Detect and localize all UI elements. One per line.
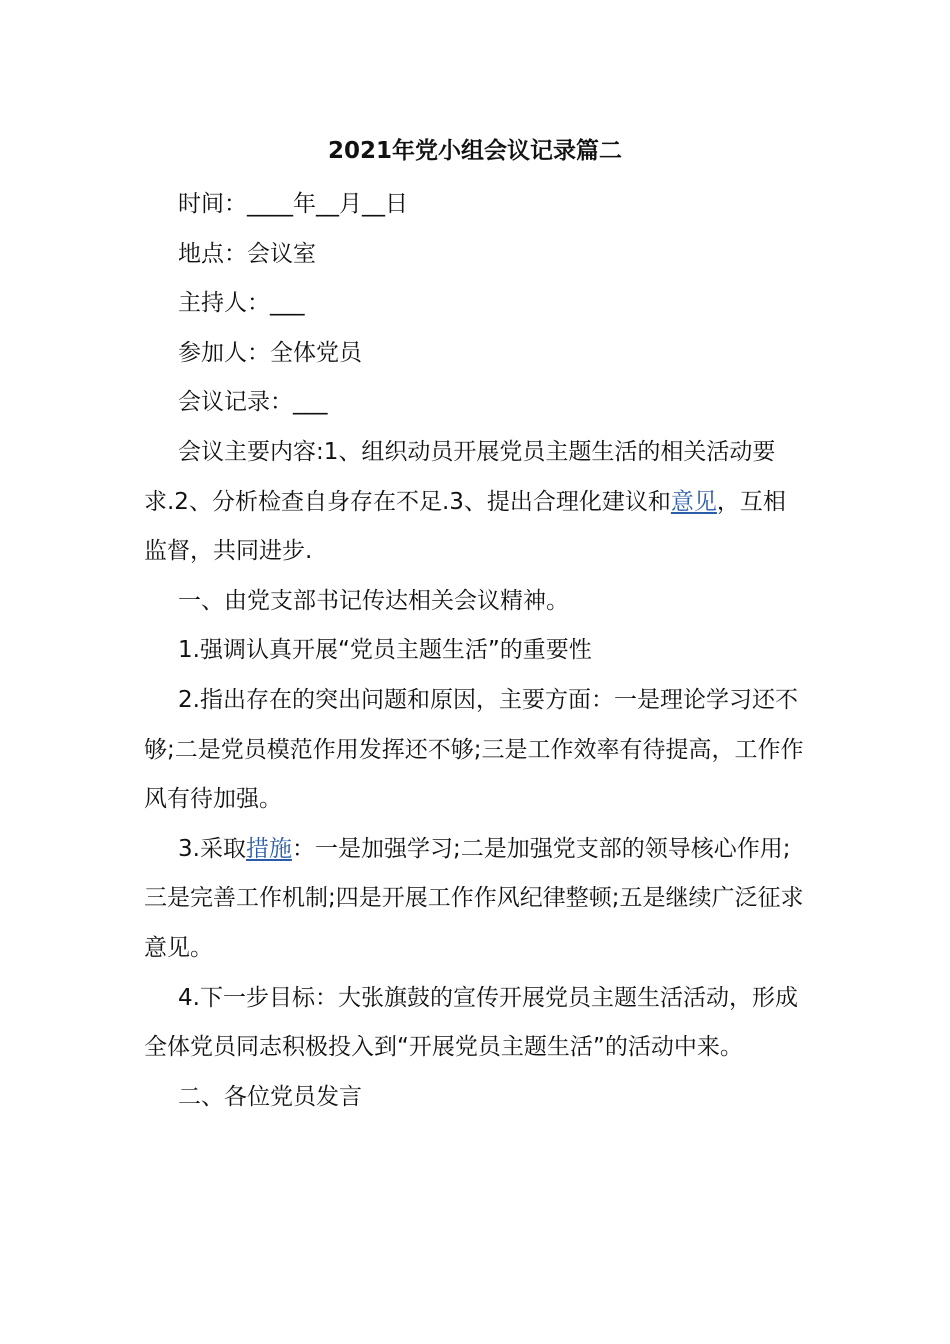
meeting-recorder: 会议记录：___ xyxy=(178,389,328,416)
section-one-item-2: 2.指出存在的突出问题和原因，主要方面：一是理论学习还不够;二是党员模范作用发挥还不够;三是工作效率有待提高，工作作风有待加强。 xyxy=(144,686,804,813)
measures-link[interactable]: 措施 xyxy=(245,835,292,862)
content-intro-text: 会议主要内容:1、组织动员开展党员主题生活的相关活动要求.2、分析检查自身存在不足.3、提出合理化建议和 xyxy=(144,438,776,515)
meeting-host: 主持人：___ xyxy=(178,290,305,317)
meeting-place: 地点：会议室 xyxy=(178,240,316,267)
item-3-text: 3.采取 xyxy=(178,835,246,862)
meeting-content-intro xyxy=(144,428,804,577)
document-title: 2021年党小组会议记录篇二 xyxy=(327,138,622,164)
meeting-attendees: 参加人：全体党员 xyxy=(178,339,362,366)
content-intro-text-end: ，互相监督，共同进步. xyxy=(144,488,786,565)
section-one-item-1: 1.强调认真开展“党员主题生活”的重要性 xyxy=(178,637,592,664)
section-one-item-3 xyxy=(144,825,804,974)
item-3-text-end: ：一是加强学习;二是加强党支部的领导核心作用;三是完善工作机制;四是开展工作作风纪律整顿;五是继续广泛征求意见。 xyxy=(144,835,804,961)
document-body xyxy=(144,180,804,1122)
section-one-heading: 一、由党支部书记传达相关会议精神。 xyxy=(178,587,569,614)
opinion-link[interactable]: 意见 xyxy=(670,488,717,515)
meeting-time: 时间：____年__月__日 xyxy=(178,191,408,217)
section-one-item-4: 4.下一步目标：大张旗鼓的宣传开展党员主题生活活动，形成全体党员同志积极投入到“开展党员主题生活”的活动中来。 xyxy=(144,984,798,1061)
section-two-heading: 二、各位党员发言 xyxy=(178,1083,362,1110)
